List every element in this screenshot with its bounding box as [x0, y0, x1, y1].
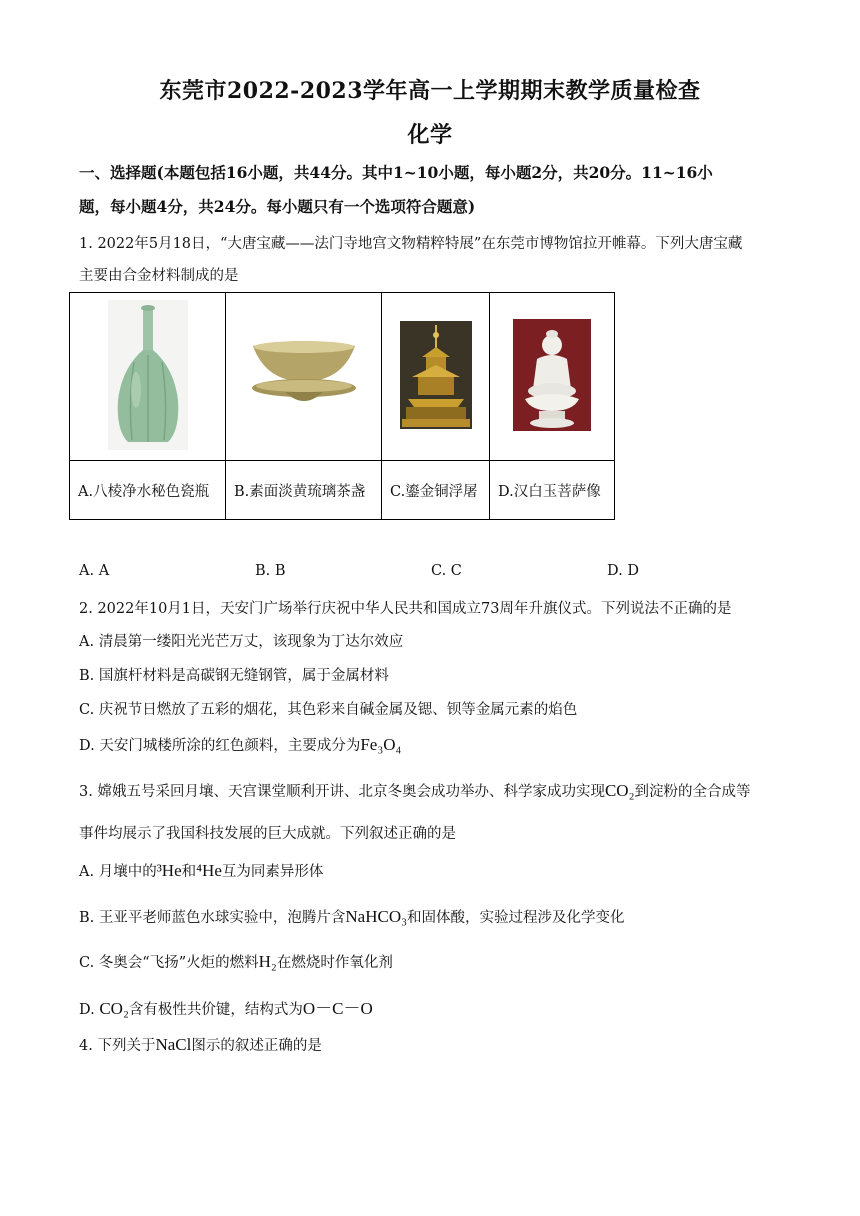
- q1-stem-line2: 主要由合金材料制成的是: [79, 268, 239, 284]
- he4-formula: ⁴He: [196, 861, 222, 880]
- q3-a-pre: A. 月壤中的: [79, 864, 157, 880]
- q2-option-c[interactable]: C. 庆祝节日燃放了五彩的烟花，其色彩来自碱金属及锶、钡等金属元素的焰色: [79, 702, 578, 718]
- q3-option-b[interactable]: [79, 906, 625, 927]
- q3-stem-line1: [79, 780, 751, 801]
- q3-stem-post: 到淀粉的全合成等: [634, 784, 751, 800]
- he3-formula: ³He: [156, 861, 182, 880]
- q4-pre: 4. 下列关于: [79, 1038, 156, 1054]
- q3-a-post: 互为同素异形体: [221, 864, 324, 880]
- q1-option-b[interactable]: B. B: [255, 563, 286, 579]
- q1-option-a[interactable]: A. A: [79, 563, 110, 579]
- co2-formula-d: CO₂: [99, 999, 129, 1018]
- q2-option-a[interactable]: A. 清晨第一缕阳光光芒万丈，该现象为丁达尔效应: [79, 634, 404, 650]
- section-header-line2: 题，每小题4分，共24分。每小题只有一个选项符合题意): [79, 197, 476, 216]
- q3-b-pre: B. 王亚平老师蓝色水球实验中，泡腾片含: [79, 910, 346, 926]
- q3-stem-line2: 事件均展示了我国科技发展的巨大成就。下列叙述正确的是: [79, 826, 456, 842]
- nacl-formula: NaCl: [155, 1035, 192, 1054]
- co2-structure: O－C－O: [302, 999, 373, 1018]
- q4-stem: [79, 1034, 322, 1055]
- q4-post: 图示的叙述正确的是: [191, 1038, 322, 1054]
- q3-d-mid: 含有极性共价键，结构式为: [128, 1002, 303, 1018]
- q1-option-c[interactable]: C. C: [431, 563, 462, 579]
- option-caption-b: B.素面淡黄琉璃茶盏: [226, 461, 382, 520]
- co2-formula: CO₂: [604, 781, 635, 800]
- option-caption-c: C.鎏金铜浮屠: [382, 461, 490, 520]
- vase-image: [70, 293, 226, 461]
- section-header-line1: 一、选择题(本题包括16小题，共44分。其中1~10小题，每小题2分，共20分。11~16小: [79, 163, 713, 182]
- option-caption-a: A.八棱净水秘色瓷瓶: [70, 461, 226, 520]
- q2-option-b[interactable]: B. 国旗杆材料是高碳钢无缝钢管，属于金属材料: [79, 668, 389, 684]
- exam-title: 东莞市2022-2023学年高一上学期期末教学质量检查: [159, 78, 701, 104]
- q1-option-d[interactable]: D. D: [607, 563, 639, 579]
- tea-bowl-image: [226, 293, 382, 461]
- q2-option-d-text: D. 天安门城楼所涂的红色颜料，主要成分为: [79, 738, 361, 754]
- q3-option-c[interactable]: [79, 951, 393, 972]
- nahco3-formula: NaHCO₃: [345, 907, 408, 926]
- subject-title: 化学: [407, 122, 453, 148]
- q3-option-a[interactable]: [79, 860, 323, 881]
- q2-option-d[interactable]: [79, 734, 401, 755]
- q3-b-post: 和固体酸，实验过程涉及化学变化: [407, 910, 625, 926]
- q3-stem-pre: 3. 嫦娥五号采回月壤、天宫课堂顺利开讲、北京冬奥会成功举办、科学家成功实现: [79, 784, 605, 800]
- h2-formula: H₂: [258, 952, 277, 971]
- gilt-pagoda-image: [382, 293, 490, 461]
- q3-a-mid: 和: [181, 864, 197, 880]
- q3-c-pre: C. 冬奥会“飞扬”火炬的燃料: [79, 955, 259, 971]
- q3-option-d[interactable]: [79, 994, 373, 1019]
- q2-stem: 2. 2022年10月1日，天安门广场举行庆祝中华人民共和国成立73周年升旗仪式。下列说法不正确的是: [79, 601, 732, 617]
- q1-stem-line1: 1. 2022年5月18日，“大唐宝藏——法门寺地宫文物精粹特展”在东莞市博物馆拉开帷幕。下列大唐宝藏: [79, 236, 743, 252]
- bodhisattva-statue-image: [490, 293, 615, 461]
- option-caption-d: D.汉白玉菩萨像: [490, 461, 615, 520]
- fe3o4-formula: Fe₃O₄: [360, 735, 402, 754]
- q1-image-table: [69, 292, 615, 520]
- q3-d-pre: D.: [79, 1002, 95, 1018]
- q3-c-post: 在燃烧时作氧化剂: [276, 955, 393, 971]
